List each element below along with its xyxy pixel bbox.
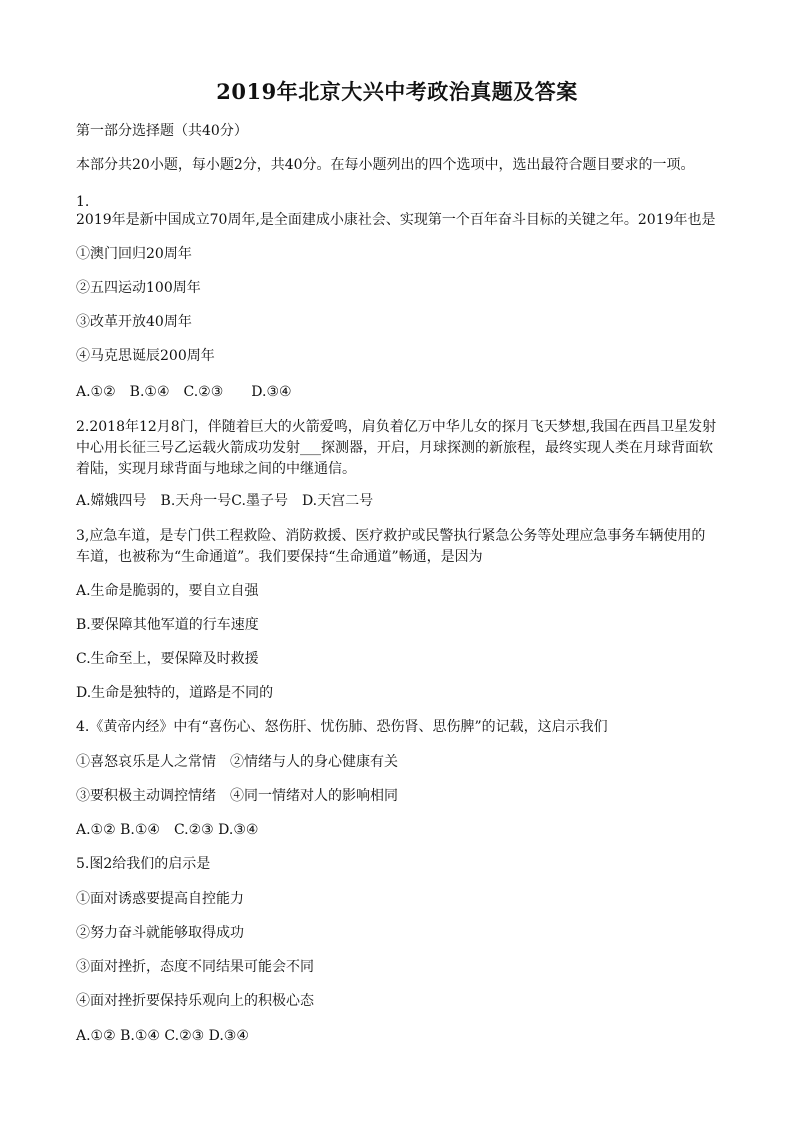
q3-stem-line-2: 车道，也被称为“生命通道”。我们要保持“生命通道”畅通，是因为 xyxy=(76,549,483,565)
q1-item-4: ④马克思诞辰200周年 xyxy=(76,348,215,364)
q3-option-a: A.生命是脆弱的，要自立自强 xyxy=(76,583,259,599)
q1-stem: 2019年是新中国成立70周年,是全面建成小康社会、实现第一个百年奋斗目标的关键之年。2019年也是 xyxy=(76,212,716,228)
q4-item-row-2: ③要积极主动调控情绪 ④同一情绪对人的影响相同 xyxy=(76,788,398,804)
q3-stem-line-1: 3,应急车道，是专门供工程救险、消防救援、医疗救护或民警执行紧急公务等处理应急事务车辆使用的 xyxy=(76,528,706,544)
q3-option-b: B.要保障其他军道的行车速度 xyxy=(76,617,259,633)
q2-choices: A.嫦娥四号 B.天舟一号C.墨子号 D.天宫二号 xyxy=(76,493,374,509)
q5-choices: A.①② B.①④ C.②③ D.③④ xyxy=(76,1028,249,1044)
q5-item-1: ①面对诱惑要提高自控能力 xyxy=(76,891,244,907)
q1-item-1: ①澳门回归20周年 xyxy=(76,246,192,262)
q4-stem: 4.《黄帝内经》中有“喜伤心、怒伤肝、忧伤肺、恐伤肾、思伤脾”的记载，这启示我们 xyxy=(76,719,608,735)
q5-stem: 5.图2给我们的启示是 xyxy=(76,856,211,872)
document-title: 2019年北京大兴中考政治真题及答案 xyxy=(216,79,578,104)
q5-item-2: ②努力奋斗就能够取得成功 xyxy=(76,925,244,941)
q5-item-4: ④面对挫折要保持乐观向上的积极心态 xyxy=(76,993,314,1009)
q4-choices: A.①② B.①④ C.②③ D.③④ xyxy=(76,822,259,838)
q1-number: 1. xyxy=(76,194,90,210)
q2-stem-line-1: 2.2018年12月8门，伴随着巨大的火箭爱鸣，肩负着亿万中华儿女的探月飞天梦想,我国在西昌卫星发射 xyxy=(76,419,717,435)
q2-stem-line-3: 着陆，实现月球背面与地球之间的中继通信。 xyxy=(76,461,356,477)
q3-option-c: C.生命至上，要保障及时救援 xyxy=(76,651,259,667)
q1-item-2: ②五四运动100周年 xyxy=(76,280,201,296)
q1-item-3: ③改革开放40周年 xyxy=(76,314,192,330)
section-heading: 第一部分选择题（共40分） xyxy=(76,123,248,139)
q2-stem-line-2: 中心用长征三号乙运载火箭成功发射___探测器，开启，月球探测的新旅程，最终实现人类在月球背面软 xyxy=(76,440,713,456)
instructions: 本部分共20小题，每小题2分，共40分。在每小题列出的四个选项中，选出最符合题目要求的一项。 xyxy=(76,157,695,173)
q4-item-row-1: ①喜怒哀乐是人之常情 ②情绪与人的身心健康有关 xyxy=(76,754,398,770)
q1-choices: A.①② B.①④ C.②③ D.③④ xyxy=(76,384,292,400)
q5-item-3: ③面对挫折，态度不同结果可能会不同 xyxy=(76,959,314,975)
q3-option-d: D.生命是独特的，道路是不同的 xyxy=(76,685,274,701)
